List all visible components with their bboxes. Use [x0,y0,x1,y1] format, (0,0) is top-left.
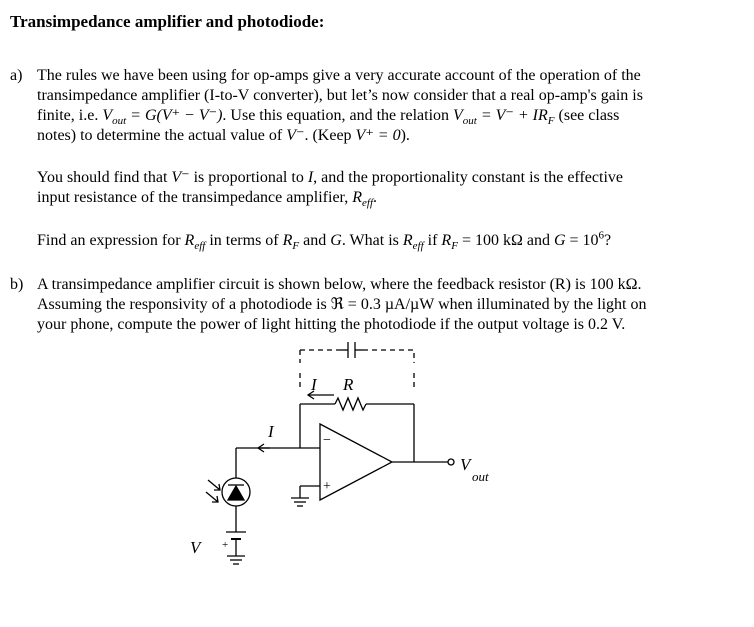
part-a-question: Find an expression for $R_{eff}$ in terms of $R_F$ and G. What is $R_{eff}$ if $R_F = 100$ kΩ and $G = 10^6$? [37,229,612,253]
part-a-line-2: transimpedance amplifier (I-to-V converter), but let’s now consider that a real op-amp's gain is [37,87,643,104]
part-a-marker: a) [10,67,23,84]
label-R: R [343,375,354,394]
part-a-line-1: The rules we have been using for op-amps give a very accurate account of the operation of the [37,67,641,84]
section-heading: Transimpedance amplifier and photodiode: [10,12,325,31]
label-inverting: − [323,433,331,448]
label-I-feedback: I [311,375,317,394]
part-b-line-2: Assuming the responsivity of a photodiode is ℜ = 0.3 µA/µW when illuminated by the light on [37,296,647,313]
output-terminal [448,459,454,465]
light-arrow-2 [206,492,218,502]
dashed-feedback-sides [300,373,414,390]
label-noninverting: + [323,479,331,494]
part-a-para-2-line-2: input resistance of the transimpedance amplifier, $R_{eff}$. [37,189,378,210]
label-I-input: I [268,422,274,441]
feedback-resistor [335,398,366,410]
label-V-out: V [460,455,471,474]
part-b-line-1: A transimpedance amplifier circuit is shown below, where the feedback resistor (R) is 100 kΩ. [37,276,642,293]
part-b-line-3: your phone, compute the power of light hitting the photodiode if the output voltage is 0.2 V. [37,316,626,333]
part-a-line-4: notes) to determine the actual value of V⁻. (Keep V⁺ = 0). [37,127,410,144]
label-battery-plus: + [222,539,229,551]
light-arrow-1 [208,480,220,490]
part-a-line-3: finite, i.e. $V_{out} = G(V^+ - V^-)$. Use this equation, and the relation $V_{out} = V^- + IR_F$ (see class [37,107,620,128]
label-V-bias: V [190,538,201,557]
photodiode-anode-triangle [228,486,244,500]
dashed-feedback-path [300,350,414,363]
label-out-subscript: out [472,469,489,484]
part-b-marker: b) [10,276,24,293]
part-a-para-2-line-1: You should find that V⁻ is proportional to I, and the proportionality constant is the effective [37,169,623,186]
